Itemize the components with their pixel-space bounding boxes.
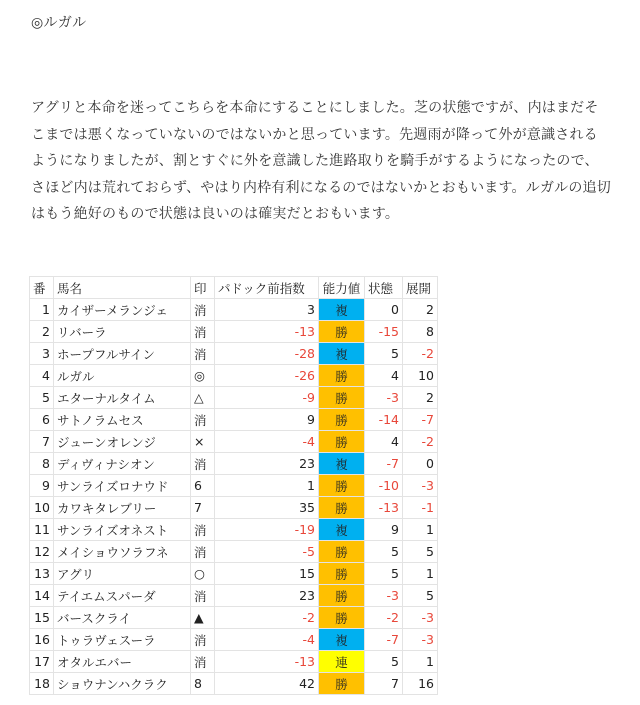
header-paddock-index: パドック前指数 <box>215 277 319 299</box>
cell-mark: 消 <box>191 321 215 343</box>
race-prediction-table <box>29 276 438 695</box>
header-horse-name: 馬名 <box>54 277 191 299</box>
cell-state: -13 <box>365 497 403 519</box>
paragraph-line: ようになりましたが、割とすぐに外を意識した進路取りを騎手がするようになったので、 <box>31 153 599 169</box>
table-row <box>30 541 438 563</box>
cell-mark: 消 <box>191 453 215 475</box>
cell-ability: 複 <box>319 629 365 651</box>
cell-number: 1 <box>30 299 54 321</box>
cell-mark: △ <box>191 387 215 409</box>
cell-number: 8 <box>30 453 54 475</box>
cell-mark: 消 <box>191 629 215 651</box>
cell-horse-name: サンライズオネスト <box>54 519 191 541</box>
cell-state: -7 <box>365 629 403 651</box>
cell-development: -1 <box>403 497 438 519</box>
cell-horse-name: ディヴィナシオン <box>54 453 191 475</box>
cell-ability: 勝 <box>319 563 365 585</box>
cell-number: 17 <box>30 651 54 673</box>
cell-paddock-index: -26 <box>215 365 319 387</box>
cell-ability: 勝 <box>319 673 365 695</box>
cell-ability: 複 <box>319 299 365 321</box>
cell-mark: 消 <box>191 409 215 431</box>
cell-state: 7 <box>365 673 403 695</box>
cell-paddock-index: 9 <box>215 409 319 431</box>
cell-number: 5 <box>30 387 54 409</box>
cell-development: 2 <box>403 387 438 409</box>
cell-ability: 勝 <box>319 409 365 431</box>
cell-number: 3 <box>30 343 54 365</box>
cell-state: 4 <box>365 365 403 387</box>
header-development: 展開 <box>403 277 438 299</box>
cell-ability: 勝 <box>319 541 365 563</box>
cell-development: -3 <box>403 607 438 629</box>
table-row <box>30 585 438 607</box>
cell-development: -7 <box>403 409 438 431</box>
cell-horse-name: カワキタレブリー <box>54 497 191 519</box>
cell-development: 1 <box>403 519 438 541</box>
cell-horse-name: メイショウソラフネ <box>54 541 191 563</box>
cell-ability: 連 <box>319 651 365 673</box>
table-row <box>30 299 438 321</box>
cell-ability: 勝 <box>319 321 365 343</box>
paragraph-line: アグリと本命を迷ってこちらを本命にすることにしました。芝の状態ですが、内はまだそ <box>31 100 599 116</box>
cell-number: 18 <box>30 673 54 695</box>
cell-development: 1 <box>403 563 438 585</box>
cell-number: 13 <box>30 563 54 585</box>
cell-ability: 勝 <box>319 497 365 519</box>
cell-ability: 複 <box>319 453 365 475</box>
cell-ability: 勝 <box>319 607 365 629</box>
cell-development: 16 <box>403 673 438 695</box>
cell-state: 0 <box>365 299 403 321</box>
cell-development: -2 <box>403 343 438 365</box>
cell-paddock-index: 15 <box>215 563 319 585</box>
cell-number: 11 <box>30 519 54 541</box>
cell-state: -7 <box>365 453 403 475</box>
cell-number: 15 <box>30 607 54 629</box>
cell-ability: 勝 <box>319 475 365 497</box>
cell-horse-name: エターナルタイム <box>54 387 191 409</box>
table-body <box>30 299 438 695</box>
cell-development: 1 <box>403 651 438 673</box>
cell-horse-name: テイエムスパーダ <box>54 585 191 607</box>
cell-development: 5 <box>403 585 438 607</box>
cell-number: 10 <box>30 497 54 519</box>
cell-paddock-index: -5 <box>215 541 319 563</box>
cell-development: 5 <box>403 541 438 563</box>
cell-state: 5 <box>365 651 403 673</box>
cell-mark: ◎ <box>191 365 215 387</box>
cell-ability: 勝 <box>319 585 365 607</box>
cell-horse-name: ジューンオレンジ <box>54 431 191 453</box>
cell-paddock-index: -28 <box>215 343 319 365</box>
paragraph-line: さほど内は荒れておらず、やはり内枠有利になるのではないかとおもいます。ルガルの追切 <box>31 179 611 196</box>
cell-state: 5 <box>365 343 403 365</box>
cell-paddock-index: 42 <box>215 673 319 695</box>
table-row <box>30 563 438 585</box>
table-row <box>30 497 438 519</box>
cell-mark: × <box>191 431 215 453</box>
cell-state: -3 <box>365 585 403 607</box>
cell-paddock-index: -2 <box>215 607 319 629</box>
cell-state: -15 <box>365 321 403 343</box>
cell-horse-name: サトノラムセス <box>54 409 191 431</box>
cell-paddock-index: -9 <box>215 387 319 409</box>
cell-state: 9 <box>365 519 403 541</box>
cell-paddock-index: 23 <box>215 585 319 607</box>
cell-number: 12 <box>30 541 54 563</box>
cell-paddock-index: 1 <box>215 475 319 497</box>
cell-mark: 消 <box>191 519 215 541</box>
table-row <box>30 651 438 673</box>
cell-number: 6 <box>30 409 54 431</box>
cell-development: -3 <box>403 629 438 651</box>
cell-horse-name: アグリ <box>54 563 191 585</box>
table-row <box>30 431 438 453</box>
header-mark: 印 <box>191 277 215 299</box>
cell-mark: 8 <box>191 673 215 695</box>
cell-development: 8 <box>403 321 438 343</box>
cell-state: -10 <box>365 475 403 497</box>
table-row <box>30 365 438 387</box>
cell-paddock-index: -13 <box>215 321 319 343</box>
cell-number: 2 <box>30 321 54 343</box>
cell-paddock-index: -19 <box>215 519 319 541</box>
cell-state: -3 <box>365 387 403 409</box>
table-row <box>30 629 438 651</box>
cell-mark: 7 <box>191 497 215 519</box>
header-state: 状態 <box>365 277 403 299</box>
cell-horse-name: ホープフルサイン <box>54 343 191 365</box>
cell-ability: 勝 <box>319 387 365 409</box>
cell-mark: 消 <box>191 541 215 563</box>
table-row <box>30 607 438 629</box>
cell-development: 0 <box>403 453 438 475</box>
cell-development: -3 <box>403 475 438 497</box>
cell-state: -2 <box>365 607 403 629</box>
cell-paddock-index: -4 <box>215 431 319 453</box>
cell-horse-name: サンライズロナウド <box>54 475 191 497</box>
cell-ability: 勝 <box>319 431 365 453</box>
table-row <box>30 519 438 541</box>
cell-ability: 複 <box>319 519 365 541</box>
cell-mark: ○ <box>191 563 215 585</box>
table-header-row <box>30 277 438 299</box>
cell-horse-name: バースクライ <box>54 607 191 629</box>
cell-paddock-index: -4 <box>215 629 319 651</box>
cell-number: 16 <box>30 629 54 651</box>
cell-development: 10 <box>403 365 438 387</box>
table-row <box>30 673 438 695</box>
cell-development: 2 <box>403 299 438 321</box>
post-paragraph <box>31 95 616 228</box>
table-row <box>30 387 438 409</box>
paragraph-line: こまでは悪くなっていないのではないかと思っています。先週雨が降って外が意識される <box>31 126 598 143</box>
cell-state: 5 <box>365 563 403 585</box>
cell-number: 4 <box>30 365 54 387</box>
cell-horse-name: ルガル <box>54 365 191 387</box>
cell-state: -14 <box>365 409 403 431</box>
cell-horse-name: オタルエバー <box>54 651 191 673</box>
cell-paddock-index: 35 <box>215 497 319 519</box>
cell-development: -2 <box>403 431 438 453</box>
cell-ability: 複 <box>319 343 365 365</box>
cell-number: 14 <box>30 585 54 607</box>
cell-horse-name: トゥラヴェスーラ <box>54 629 191 651</box>
table-row <box>30 343 438 365</box>
cell-ability: 勝 <box>319 365 365 387</box>
cell-mark: 消 <box>191 651 215 673</box>
post-heading: ◎ルガル <box>31 15 87 31</box>
cell-horse-name: カイザーメランジェ <box>54 299 191 321</box>
cell-mark: 消 <box>191 299 215 321</box>
cell-horse-name: リバーラ <box>54 321 191 343</box>
cell-paddock-index: 23 <box>215 453 319 475</box>
table-row <box>30 321 438 343</box>
header-ability: 能力値 <box>319 277 365 299</box>
table-row <box>30 475 438 497</box>
cell-mark: 6 <box>191 475 215 497</box>
cell-state: 5 <box>365 541 403 563</box>
header-number: 番 <box>30 277 54 299</box>
table-row <box>30 409 438 431</box>
cell-mark: 消 <box>191 585 215 607</box>
cell-paddock-index: -13 <box>215 651 319 673</box>
cell-mark: 消 <box>191 343 215 365</box>
cell-horse-name: ショウナンハクラク <box>54 673 191 695</box>
table-row <box>30 453 438 475</box>
paragraph-line: はもう絶好のもので状態は良いのは確実だとおもいます。 <box>31 206 400 222</box>
cell-state: 4 <box>365 431 403 453</box>
cell-paddock-index: 3 <box>215 299 319 321</box>
cell-mark: ▲ <box>191 607 215 629</box>
cell-number: 7 <box>30 431 54 453</box>
cell-number: 9 <box>30 475 54 497</box>
